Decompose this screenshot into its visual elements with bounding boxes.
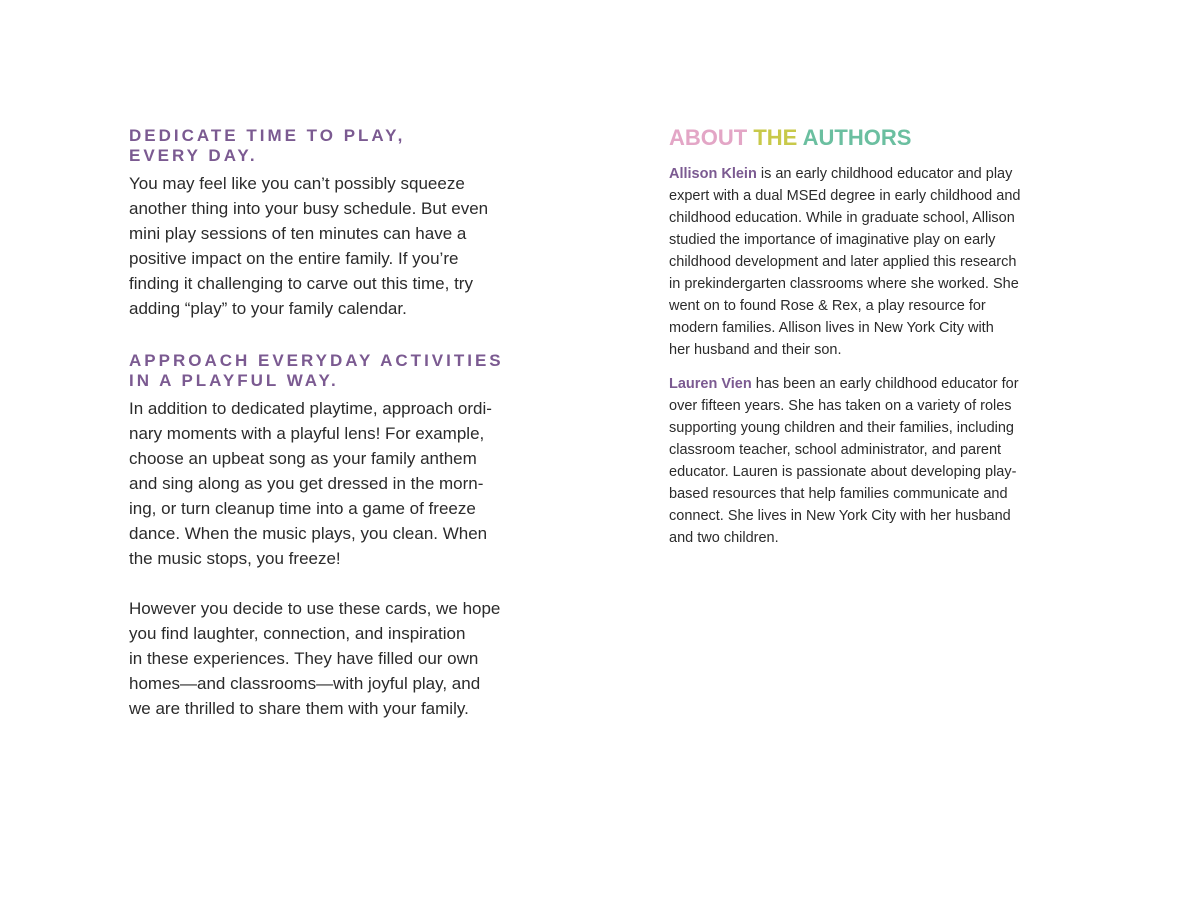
section-body-dedicate-time (129, 171, 488, 321)
body-line: However you decide to use these cards, we hope (129, 599, 501, 618)
heading-line: IN A PLAYFUL WAY. (129, 371, 339, 390)
bio-line: and two children. (669, 530, 779, 546)
bio-text: is an early childhood educator and play (756, 166, 1013, 182)
body-line: dance. When the music plays, you clean. When (129, 524, 488, 543)
bio-line: in prekindergarten classrooms where she worked. She (669, 276, 1019, 292)
body-line: choose an upbeat song as your family anthem (129, 449, 477, 468)
body-line: You may feel like you can’t possibly squeeze (129, 174, 465, 193)
bio-line: supporting young children and their families, including (669, 420, 1014, 436)
bio-line: based resources that help families communicate and (669, 486, 1008, 502)
bio-line: modern families. Allison lives in New York City with (669, 320, 994, 336)
section-heading-approach-activities (129, 351, 504, 391)
about-the-authors-title (669, 124, 911, 152)
bio-first-line (669, 373, 1019, 395)
body-line: mini play sessions of ten minutes can have a (129, 224, 467, 243)
bio-line: connect. She lives in New York City with her husband (669, 508, 1011, 524)
section-heading-dedicate-time (129, 126, 405, 166)
author-name: Allison Klein (669, 166, 757, 182)
title-word-about: ABOUT (669, 125, 748, 150)
bio-line: classroom teacher, school administrator, and parent (669, 442, 1002, 458)
bio-line: childhood education. While in graduate school, Allison (669, 210, 1015, 226)
body-line: In addition to dedicated playtime, approach ordi- (129, 399, 492, 418)
closing-paragraph (129, 596, 500, 721)
body-line: finding it challenging to carve out this time, try (129, 274, 473, 293)
body-line: you find laughter, connection, and inspiration (129, 624, 466, 643)
heading-line: DEDICATE TIME TO PLAY, (129, 126, 406, 145)
title-word-authors: AUTHORS (802, 125, 912, 150)
title-word-the: THE (753, 125, 798, 150)
body-line: homes—and classrooms—with joyful play, and (129, 674, 481, 693)
body-line: the music stops, you freeze! (129, 549, 341, 568)
bio-line: studied the importance of imaginative play on early (669, 232, 996, 248)
bio-line: went on to found Rose & Rex, a play resource for (669, 298, 986, 314)
body-line: and sing along as you get dressed in the morn- (129, 474, 484, 493)
author-name: Lauren Vien (669, 376, 752, 392)
body-line: ing, or turn cleanup time into a game of freeze (129, 499, 476, 518)
heading-line: APPROACH EVERYDAY ACTIVITIES (129, 351, 504, 370)
section-body-approach-activities (129, 396, 492, 571)
bio-first-line (669, 163, 1020, 185)
body-line: in these experiences. They have filled our own (129, 649, 479, 668)
author-bio-lauren-vien (669, 373, 1019, 549)
bio-line: her husband and their son. (669, 342, 842, 358)
bio-line: over fifteen years. She has taken on a variety of roles (669, 398, 1012, 414)
heading-line: EVERY DAY. (129, 146, 258, 165)
body-line: positive impact on the entire family. If you’re (129, 249, 459, 268)
body-line: we are thrilled to share them with your family. (129, 699, 469, 718)
bio-line: educator. Lauren is passionate about developing play- (669, 464, 1017, 480)
bio-line: expert with a dual MSEd degree in early childhood and (669, 188, 1021, 204)
body-line: nary moments with a playful lens! For example, (129, 424, 485, 443)
body-line: another thing into your busy schedule. But even (129, 199, 489, 218)
bio-line: childhood development and later applied this research (669, 254, 1017, 270)
body-line: adding “play” to your family calendar. (129, 299, 407, 318)
bio-text: has been an early childhood educator for (751, 376, 1019, 392)
author-bio-allison-klein (669, 163, 1020, 361)
